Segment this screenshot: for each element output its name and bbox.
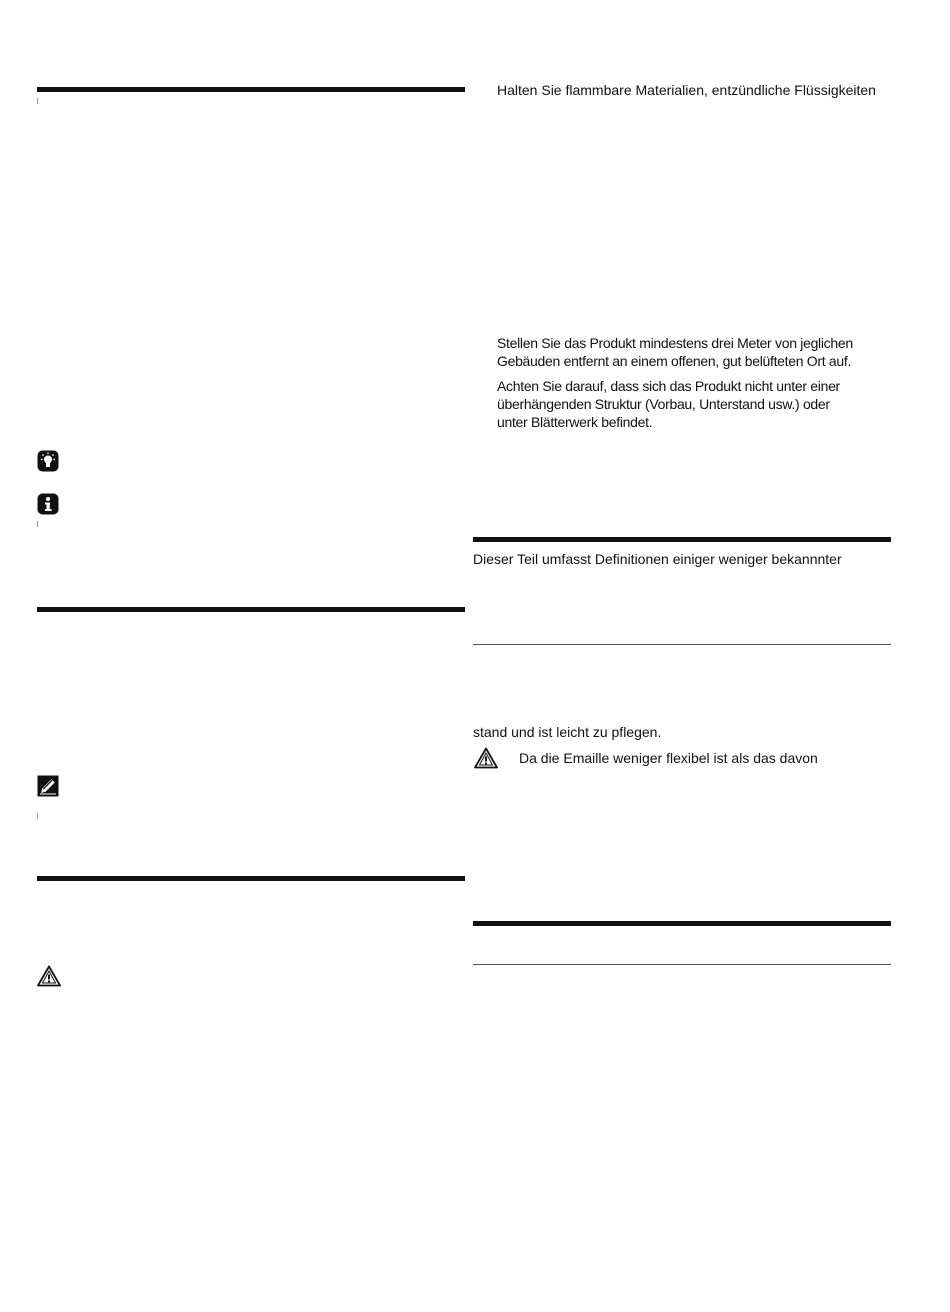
warning-triangle-icon [37, 965, 61, 987]
tick-mark [37, 98, 38, 104]
overhang-text-line-2: überhängenden Struktur (Vorbau, Unterstand usw.) oder [497, 396, 830, 412]
subsection-rule-2 [473, 964, 891, 965]
enamel-warning-icon [474, 747, 498, 769]
overhang-text-line-1: Achten Sie darauf, dass sich das Produkt nicht unter einer [497, 378, 840, 394]
section-rule-3 [37, 876, 465, 881]
placement-text-line-2: Gebäuden entfernt an einem offenen, gut belüfteten Ort auf. [497, 353, 852, 369]
lightbulb-icon [37, 450, 59, 472]
enamel-warning-text: Da die Emaille weniger flexibel ist als das davon [519, 750, 818, 766]
section-rule-1 [37, 87, 465, 92]
pencil-note-icon [37, 775, 59, 797]
fire-safety-text: Halten Sie flammbare Materialien, entzündliche Flüssigkeiten [497, 82, 876, 98]
section-rule-2 [37, 607, 465, 612]
subsection-rule-1 [473, 644, 891, 645]
overhang-text-line-3: unter Blätterwerk befindet. [497, 414, 653, 430]
glossary-intro-text: Dieser Teil umfasst Definitionen einiger weniger bekannnter [473, 551, 842, 567]
enamel-text: stand und ist leicht zu pflegen. [473, 724, 662, 740]
placement-text-line-1: Stellen Sie das Produkt mindestens drei Meter von jeglichen [497, 335, 853, 351]
tick-mark [37, 813, 38, 819]
tick-mark [37, 521, 38, 527]
section-rule-glossary [473, 537, 891, 542]
info-icon [37, 493, 59, 515]
section-rule-4 [473, 921, 891, 926]
